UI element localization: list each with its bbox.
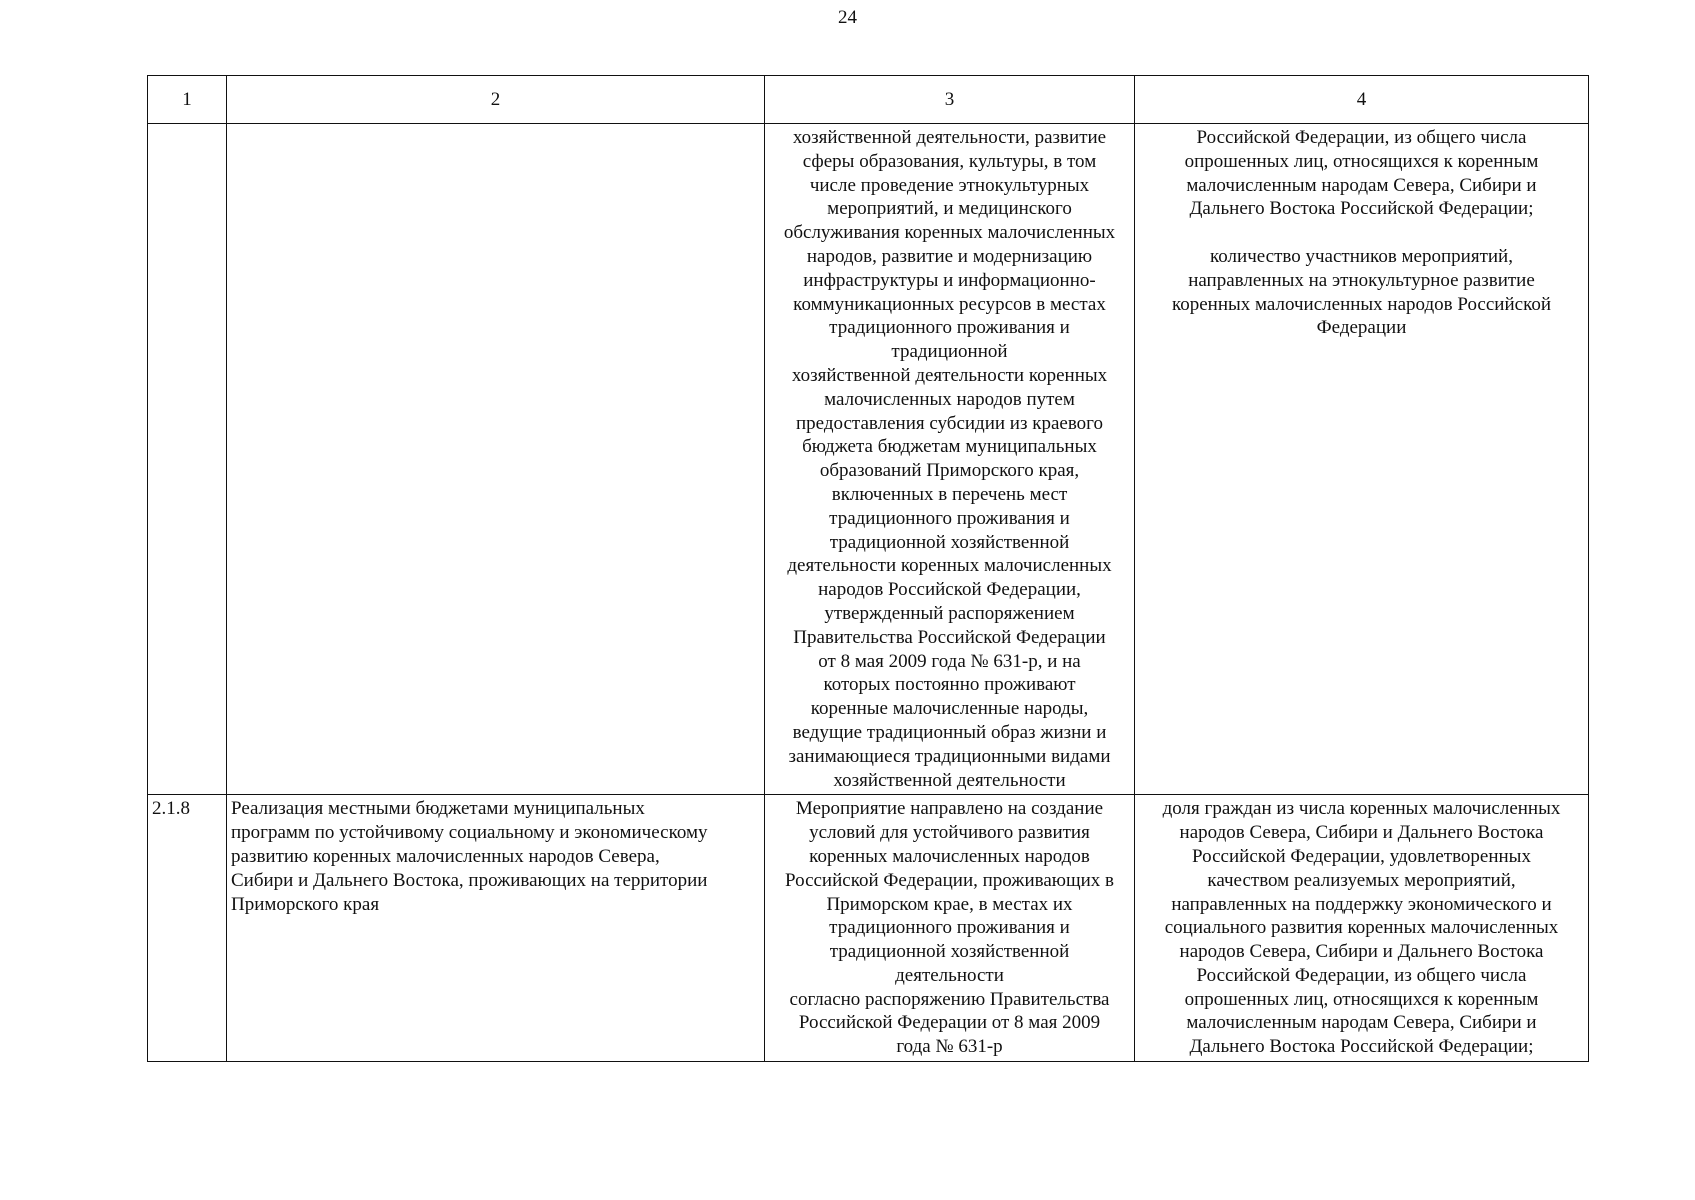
text-line: образований Приморского края, bbox=[819, 460, 1080, 482]
header-col-2: 2 bbox=[227, 76, 765, 124]
text-line: традиционного проживания и bbox=[829, 917, 1070, 939]
text-line: традиционной хозяйственной bbox=[829, 531, 1070, 553]
text-line: сферы образования, культуры, в том bbox=[802, 150, 1097, 172]
text-line: традиционного проживания и bbox=[829, 317, 1070, 339]
text-line: деятельности коренных малочисленных bbox=[787, 555, 1112, 577]
text-line: числе проведение этнокультурных bbox=[809, 174, 1090, 196]
row2-description-cell bbox=[765, 795, 1135, 1062]
text-line: традиционной хозяйственной bbox=[829, 941, 1070, 963]
text-line: Дальнего Востока Российской Федерации; bbox=[1189, 1036, 1534, 1058]
text-line: согласно распоряжению Правительства bbox=[789, 988, 1110, 1010]
text-line: включенных в перечень мест bbox=[831, 483, 1068, 505]
text-line: опрошенных лиц, относящихся к коренным bbox=[1184, 988, 1539, 1010]
text-line: направленных на поддержку экономического и bbox=[1171, 893, 1552, 915]
text-line: хозяйственной деятельности bbox=[833, 769, 1066, 791]
text-line: Дальнего Востока Российской Федерации; bbox=[1189, 198, 1534, 220]
text-line: качеством реализуемых мероприятий, bbox=[1207, 869, 1516, 891]
text-line: Правительства Российской Федерации bbox=[793, 626, 1106, 648]
text-line: Мероприятие направлено на создание bbox=[795, 798, 1104, 820]
text-line: народов Севера, Сибири и Дальнего Востока bbox=[1179, 941, 1544, 963]
text-line: ведущие традиционный образ жизни и bbox=[792, 721, 1107, 743]
text-line: Реализация местными бюджетами муниципальных bbox=[231, 798, 645, 820]
text-line: бюджета бюджетам муниципальных bbox=[802, 436, 1097, 458]
text-line: деятельности bbox=[895, 964, 1004, 986]
text-line: коренных малочисленных народов Российской bbox=[1171, 293, 1552, 315]
text-line: традиционной bbox=[891, 341, 1008, 363]
text-line: Приморском крае, в местах их bbox=[826, 893, 1073, 915]
row1-indicator-text-1 bbox=[1139, 126, 1584, 221]
text-line: народов, развитие и модернизацию bbox=[806, 245, 1093, 267]
text-line: Российской Федерации, проживающих в bbox=[785, 869, 1114, 891]
row1-measure-cell bbox=[227, 124, 765, 795]
text-line: Российской Федерации, из общего числа bbox=[1196, 127, 1527, 148]
text-line: традиционного проживания и bbox=[829, 507, 1070, 529]
measures-table bbox=[147, 75, 1589, 1062]
text-line: хозяйственной деятельности, развитие bbox=[792, 127, 1107, 148]
row2-indicator-text bbox=[1139, 797, 1584, 1059]
table-row bbox=[148, 795, 1589, 1062]
header-col-4: 4 bbox=[1135, 76, 1589, 124]
text-line: от 8 мая 2009 года № 631-р, и на bbox=[818, 650, 1081, 672]
table-row bbox=[148, 124, 1589, 795]
row1-description-cell bbox=[765, 124, 1135, 795]
text-line: направленных на этнокультурное развитие bbox=[1188, 269, 1535, 291]
row2-measure-cell bbox=[227, 795, 765, 1062]
text-line: обслуживания коренных малочисленных bbox=[783, 222, 1116, 244]
text-line: народов Российской Федерации, bbox=[818, 579, 1081, 601]
text-line: года № 631-р bbox=[896, 1036, 1003, 1058]
text-line: утвержденный распоряжением bbox=[824, 602, 1075, 624]
text-line: коренных малочисленных народов bbox=[809, 845, 1090, 867]
text-line: коренные малочисленные народы, bbox=[810, 698, 1089, 720]
text-line: Российской Федерации, из общего числа bbox=[1196, 964, 1527, 986]
text-line: Федерации bbox=[1316, 317, 1407, 339]
text-line: доля граждан из числа коренных малочисленных bbox=[1162, 798, 1561, 820]
row2-measure-text bbox=[231, 797, 760, 916]
row2-indicator-cell bbox=[1135, 795, 1589, 1062]
table-header-row bbox=[148, 76, 1589, 124]
text-line: Российской Федерации, удовлетворенных bbox=[1192, 845, 1531, 867]
row1-number-cell bbox=[148, 124, 227, 795]
header-col-3: 3 bbox=[765, 76, 1135, 124]
row1-indicator-text-2 bbox=[1139, 245, 1584, 340]
row2-number-cell: 2.1.8 bbox=[148, 795, 227, 1062]
text-line: малочисленным народам Севера, Сибири и bbox=[1186, 1012, 1537, 1034]
page-number: 24 bbox=[838, 7, 857, 28]
text-line: количество участников мероприятий, bbox=[1210, 245, 1513, 267]
text-line: малочисленным народам Севера, Сибири и bbox=[1186, 174, 1537, 196]
row1-description-text bbox=[769, 126, 1130, 792]
text-line: коммуникационных ресурсов в местах bbox=[793, 293, 1106, 315]
header-col-1: 1 bbox=[148, 76, 227, 124]
text-line: развитию коренных малочисленных народов Севера, bbox=[231, 845, 660, 867]
text-line: условий для устойчивого развития bbox=[809, 822, 1090, 844]
text-line: занимающиеся традиционными видами bbox=[788, 745, 1111, 767]
row1-indicator-cell bbox=[1135, 124, 1589, 795]
text-line: мероприятий, и медицинского bbox=[827, 198, 1072, 220]
text-line: опрошенных лиц, относящихся к коренным bbox=[1184, 150, 1539, 172]
text-line: Сибири и Дальнего Востока, проживающих на территории bbox=[231, 869, 708, 891]
row2-description-text bbox=[769, 797, 1130, 1059]
text-line: программ по устойчивому социальному и экономическому bbox=[231, 822, 708, 844]
text-line: предоставления субсидии из краевого bbox=[796, 412, 1103, 434]
text-line: Российской Федерации от 8 мая 2009 bbox=[798, 1012, 1101, 1034]
text-line: хозяйственной деятельности коренных bbox=[791, 364, 1108, 386]
text-line: инфраструктуры и информационно- bbox=[803, 269, 1096, 291]
text-line: социального развития коренных малочисленных bbox=[1164, 917, 1559, 939]
text-line: малочисленных народов путем bbox=[824, 388, 1075, 410]
text-line: которых постоянно проживают bbox=[823, 674, 1076, 696]
paragraph-gap bbox=[1139, 221, 1584, 245]
text-line: народов Севера, Сибири и Дальнего Востока bbox=[1179, 822, 1544, 844]
text-line: Приморского края bbox=[231, 893, 380, 915]
